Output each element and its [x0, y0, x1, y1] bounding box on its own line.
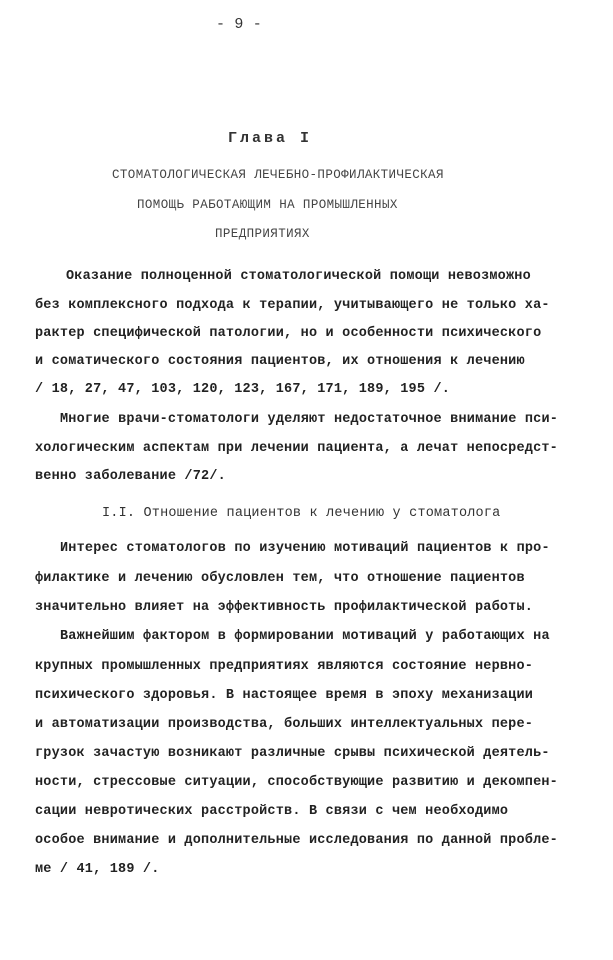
paragraph-1-line-4: и соматического состояния пациентов, их отношения к лечению	[35, 354, 525, 369]
paragraph-1-line-3: рактер специфической патологии, но и особенности психического	[35, 326, 542, 341]
paragraph-2-line-2: хологическим аспектам при лечении пациента, а лечат непосредст-	[35, 441, 558, 456]
chapter-title-line-2: ПОМОЩЬ РАБОТАЮЩИМ НА ПРОМЫШЛЕННЫХ	[137, 198, 398, 212]
paragraph-4-line-2: крупных промышленных предприятиях являются состояние нервно-	[35, 659, 534, 674]
paragraph-2-line-1: Многие врачи-стоматологи уделяют недостаточное внимание пси-	[60, 412, 559, 427]
paragraph-1-line-2: без комплексного подхода к терапии, учитывающего не только ха-	[35, 298, 550, 313]
paragraph-4-line-5: грузок зачастую возникают различные срывы психической деятель-	[35, 746, 550, 761]
paragraph-1-line-5: / 18, 27, 47, 103, 120, 123, 167, 171, 189, 195 /.	[35, 382, 451, 397]
paragraph-3-line-1: Интерес стоматологов по изучению мотиваций пациентов к про-	[60, 541, 550, 556]
paragraph-4-line-9: ме / 41, 189 /.	[35, 862, 160, 877]
paragraph-4-line-4: и автоматизации производства, больших интеллектуальных пере-	[35, 717, 534, 732]
chapter-title-line-1: СТОМАТОЛОГИЧЕСКАЯ ЛЕЧЕБНО-ПРОФИЛАКТИЧЕСКАЯ	[112, 168, 444, 182]
paragraph-3-line-2: филактике и лечению обусловлен тем, что отношение пациентов	[35, 571, 525, 586]
chapter-title-line-3: ПРЕДПРИЯТИЯХ	[215, 227, 310, 241]
paragraph-2-line-3: венно заболевание /72/.	[35, 469, 226, 484]
paragraph-4-line-1: Важнейшим фактором в формировании мотиваций у работающих на	[60, 629, 550, 644]
paragraph-4-line-8: особое внимание и дополнительные исследования по данной пробле-	[35, 833, 558, 848]
page-number: - 9 -	[216, 16, 263, 33]
paragraph-4-line-3: психического здоровья. В настоящее время в эпоху механизации	[35, 688, 534, 703]
paragraph-3-line-3: значительно влияет на эффективность профилактической работы.	[35, 600, 534, 615]
section-heading: I.I. Отношение пациентов к лечению у стоматолога	[102, 506, 501, 521]
paragraph-4-line-6: ности, стрессовые ситуации, способствующие развитию и декомпен-	[35, 775, 558, 790]
paragraph-1-line-1: Оказание полноценной стоматологической помощи невозможно	[66, 269, 531, 284]
paragraph-4-line-7: сации невротических расстройств. В связи с чем необходимо	[35, 804, 509, 819]
chapter-heading: Глава I	[228, 130, 313, 147]
